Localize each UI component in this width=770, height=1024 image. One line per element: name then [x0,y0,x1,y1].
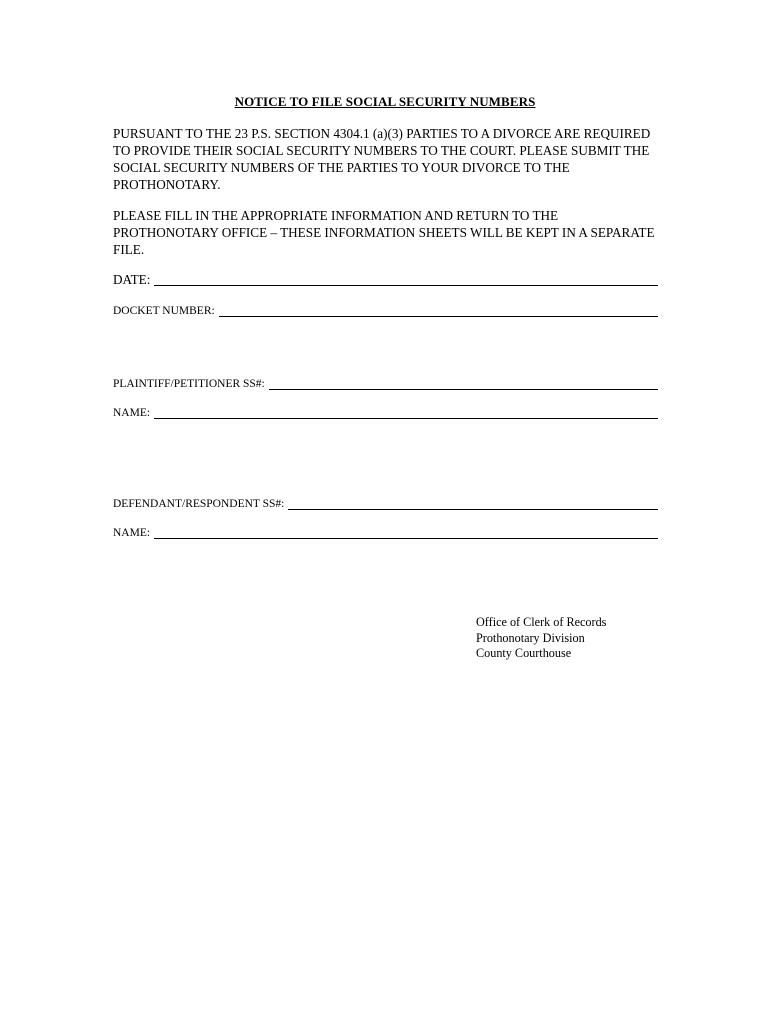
defendant-name-label: NAME: [113,527,151,539]
date-field [113,273,658,287]
office-line-courthouse: County Courthouse [476,646,572,660]
defendant-ss-field [113,497,658,511]
plaintiff-ss-field [113,377,658,391]
docket-number-field [113,304,658,318]
instructions-paragraph: PLEASE FILL IN THE APPROPRIATE INFORMATION AND RETURN TO THE PROTHONOTARY OFFICE – THESE INFORMATION SHEETS WILL BE KEPT IN A SEPARATE FILE. [113,208,655,257]
document-title: NOTICE TO FILE SOCIAL SECURITY NUMBERS [234,94,536,109]
defendant-ss-line[interactable] [288,497,658,510]
docket-number-label: DOCKET NUMBER: [113,305,215,317]
plaintiff-name-line[interactable] [154,406,658,419]
plaintiff-name-field [113,406,658,420]
defendant-name-field [113,526,658,540]
office-address-block [476,615,606,662]
plaintiff-ss-label: PLAINTIFF/PETITIONER SS#: [113,378,265,390]
docket-number-line[interactable] [219,304,658,317]
office-line-division: Prothonotary Division [476,630,585,645]
defendant-ss-label: DEFENDANT/RESPONDENT SS#: [113,498,285,510]
date-line[interactable] [154,273,658,286]
date-label: DATE: [113,272,151,287]
defendant-name-line[interactable] [154,526,658,539]
plaintiff-name-label: NAME: [113,407,151,419]
intro-paragraph: PURSUANT TO THE 23 P.S. SECTION 4304.1 (a)(3) PARTIES TO A DIVORCE ARE REQUIRED TO PROVIDE THEIR SOCIAL SECURITY NUMBERS TO THE COURT. PLEASE SUBMIT THE SOCIAL SECURITY NUMBERS OF THE PARTIES TO YOUR DIVORCE TO THE PROTHONOTARY. [113,126,651,192]
office-line-clerk: Office of Clerk of Records [476,615,607,629]
plaintiff-ss-line[interactable] [269,377,658,390]
